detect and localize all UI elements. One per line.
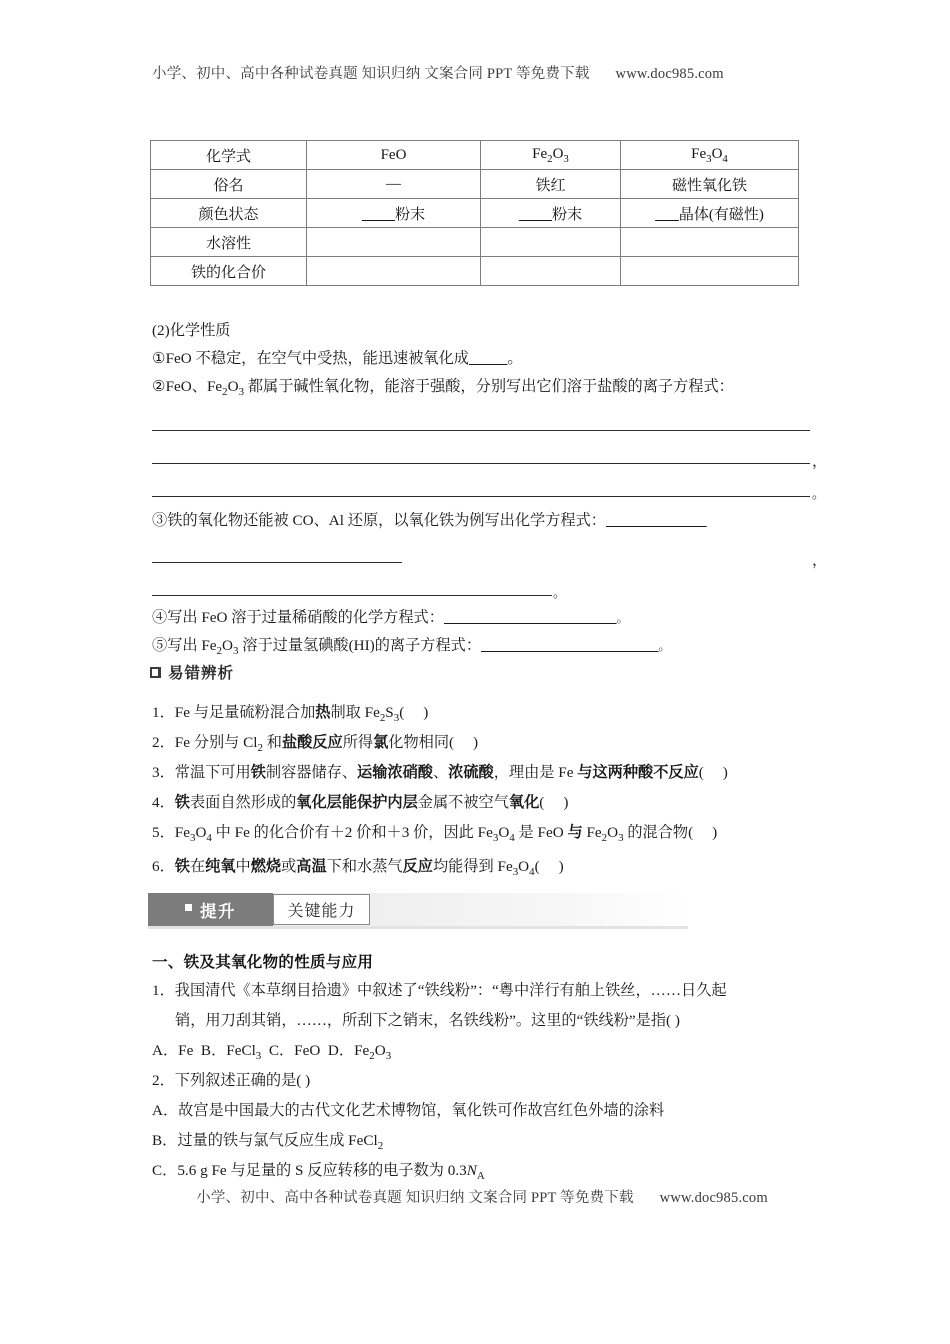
table-row	[151, 228, 799, 257]
pitfalls-heading: 易错辨析	[150, 661, 234, 683]
chem-props-item-2: ②FeO、$Fe_2O_3$ 都属于碱性氧化物，能溶于强酸，分别写出它们溶于盐酸的离子方程式：	[152, 378, 734, 399]
table-row	[151, 141, 799, 170]
section-title: 一、铁及其氧化物的性质与应用	[152, 954, 374, 971]
row-label: 俗名	[151, 170, 307, 199]
answer-rule-4[interactable]	[152, 562, 402, 563]
answer-rule-3[interactable]	[152, 496, 810, 497]
chem-props-item-5: ⑤写出 $Fe_2O_3$ 溶于过量氢碘酸(HI)的离子方程式： 。	[152, 637, 671, 658]
running-header-url: www.doc985.com	[615, 66, 724, 82]
cell-feo-color: 粉末	[307, 199, 481, 228]
table-row	[151, 257, 799, 286]
cell-feo: FeO	[307, 141, 481, 170]
banner-underline	[148, 926, 688, 929]
chem-props-heading: (2)化学性质	[152, 322, 231, 339]
row-label: 颜色状态	[151, 199, 307, 228]
inline-blank	[469, 350, 507, 367]
inline-blank[interactable]	[444, 609, 617, 626]
banner-tab[interactable]: 关键能力	[273, 894, 370, 925]
cell-fe3o4-color: 晶体(有磁性)	[621, 199, 799, 228]
running-footer-text: 小学、初中、高中各种试卷真题 知识归纳 文案合同 PPT 等免费下载	[196, 1190, 634, 1206]
square-marker-icon	[185, 904, 192, 911]
row-label: 铁的化合价	[151, 257, 307, 286]
table-row	[151, 199, 799, 228]
chem-props-item-4: ④写出 FeO 溶于过量稀硝酸的化学方程式： 。	[152, 609, 629, 626]
row-label: 化学式	[151, 141, 307, 170]
pitfall-item-5: 5．$Fe_3O_4$ 中 Fe 的化合价有＋2 价和＋3 价，因此 $Fe_3O_4$ 是 FeO 与 $Fe_2O_3$ 的混合物( )	[152, 824, 718, 845]
answer-rule-1[interactable]	[152, 430, 810, 431]
inline-blank[interactable]	[606, 512, 707, 529]
running-header	[152, 62, 812, 83]
question-2-stem: 2．下列叙述正确的是( )	[152, 1072, 311, 1089]
cell-fe3o4-valence	[621, 257, 799, 286]
cell-feo-solubility	[307, 228, 481, 257]
iron-oxides-table	[150, 140, 799, 286]
pitfall-item-6: 6．铁在纯氧中燃烧或高温下和水蒸气反应均能得到 $Fe_3O_4$( )	[152, 858, 564, 879]
question-2-option-a: A．故宫是中国最大的古代文化艺术博物馆，氧化铁可作故宫红色外墙的涂料	[152, 1102, 665, 1119]
section-banner	[148, 893, 688, 926]
cell-fe3o4: $Fe_3O_4$	[621, 141, 799, 170]
pitfall-item-4: 4．铁表面自然形成的氧化层能保护内层金属不被空气氧化( )	[152, 794, 569, 811]
pitfall-item-3: 3．常温下可用铁制容器储存、运输浓硝酸、浓硫酸，理由是 Fe 与这两种酸不反应( )	[152, 764, 728, 781]
chem-props-item-3: ③铁的氧化物还能被 CO、Al 还原，以氧化铁为例写出化学方程式：	[152, 510, 707, 533]
answer-punc-period-2: 。	[553, 585, 567, 600]
table-row	[151, 170, 799, 199]
chem-props-item-1: ①FeO 不稳定，在空气中受热，能迅速被氧化成 。	[152, 350, 523, 367]
cell-fe2o3-color: 粉末	[481, 199, 621, 228]
cell-feo-common-name: —	[307, 170, 481, 199]
question-2-option-c: C．5.6 g Fe 与足量的 S 反应转移的电子数为 $0.3N_A$	[152, 1162, 485, 1183]
cell-fe2o3-solubility	[481, 228, 621, 257]
cell-fe2o3: $Fe_2O_3$	[481, 141, 621, 170]
answer-punc-comma: ，	[812, 453, 828, 470]
running-footer-url: www.doc985.com	[659, 1190, 768, 1206]
cell-fe3o4-common-name: 磁性氧化铁	[621, 170, 799, 199]
running-footer	[152, 1186, 812, 1207]
banner-label: 提升	[148, 893, 273, 926]
question-1-options: A．Fe B．FeCl$_3$ C．FeO D．$Fe_2O_3$	[152, 1042, 392, 1063]
cell-fe2o3-valence	[481, 257, 621, 286]
answer-punc-comma-2: ，	[812, 552, 828, 569]
pitfall-item-2: 2．Fe 分别与 $Cl_2$ 和盐酸反应所得氯化物相同( )	[152, 734, 479, 755]
row-label: 水溶性	[151, 228, 307, 257]
answer-rule-2[interactable]	[152, 463, 810, 464]
answer-punc-period: 。	[812, 486, 826, 501]
question-1-line-1: 1．我国清代《本草纲目拾遗》中叙述了“铁线粉”：“粤中洋行有舶上铁丝，……日久起	[152, 982, 727, 999]
inline-blank[interactable]	[481, 637, 658, 654]
question-2-option-b: B．过量的铁与氯气反应生成 FeCl$_2$	[152, 1132, 384, 1153]
cell-fe2o3-common-name: 铁红	[481, 170, 621, 199]
answer-rule-5[interactable]	[152, 595, 552, 596]
cell-fe3o4-solubility	[621, 228, 799, 257]
square-bullet-icon	[150, 667, 161, 678]
pitfall-item-1: 1．Fe 与足量硫粉混合加热制取 $Fe_2S_3$( )	[152, 704, 429, 725]
running-header-text: 小学、初中、高中各种试卷真题 知识归纳 文案合同 PPT 等免费下载	[152, 66, 590, 82]
question-1-line-2: 销，用刀刮其销，……，所刮下之销末，名铁线粉”。这里的“铁线粉”是指( )	[175, 1012, 680, 1029]
cell-feo-valence	[307, 257, 481, 286]
